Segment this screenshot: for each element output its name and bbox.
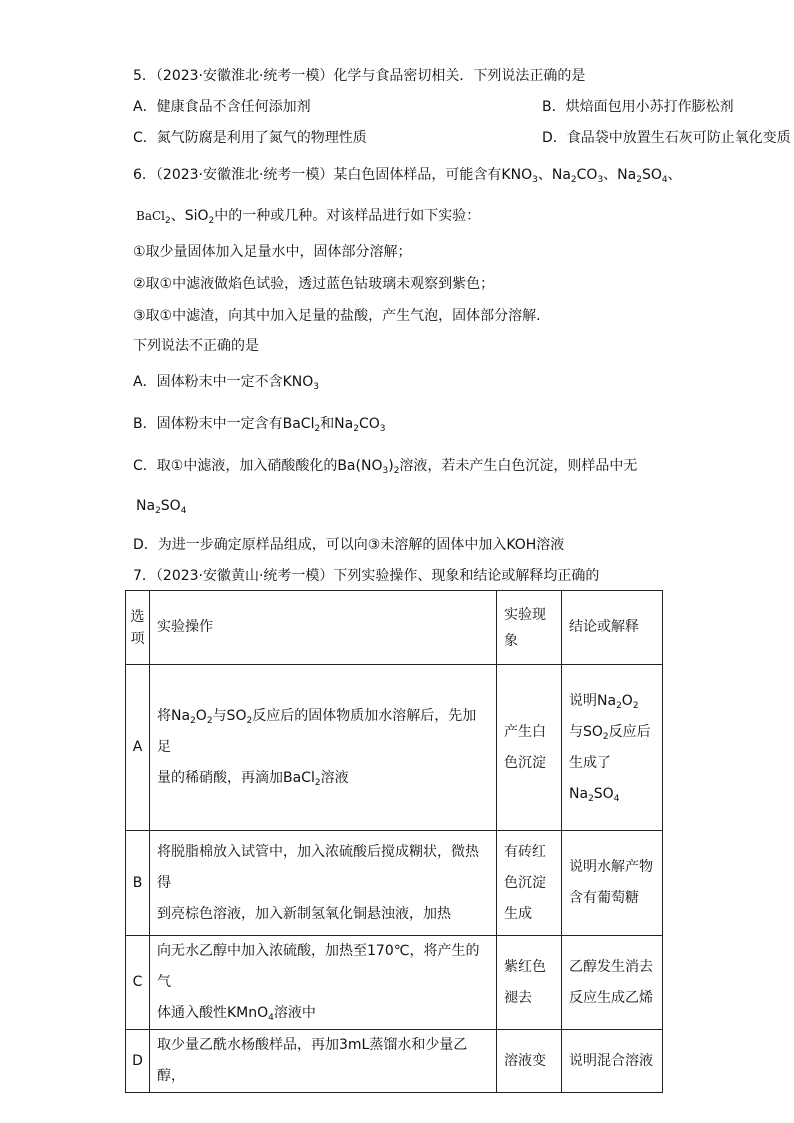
q6-step-3: ③取①中滤渣，向其中加入足量的盐酸，产生气泡，固体部分溶解． — [133, 308, 551, 324]
q5-option-c: C．氮气防腐是利用了氮气的物理性质 — [133, 130, 367, 146]
q6-option-c-line2: $Na_2SO_4$ — [136, 498, 187, 516]
q6-stem-line2: BaCl$_2$、SiO$_2$中的一种或几种。对该样品进行如下实验： — [136, 208, 481, 226]
header-phenomenon: 实验现象 — [497, 591, 562, 665]
q6-option-b: B．固体粉末中一定含有BaCl$_2$和$Na_2CO_3$ — [133, 416, 386, 434]
row-c-operation: 向无水乙醇中加入浓硫酸，加热至170℃，将产生的气 体通入酸性KMnO$_4$溶液中 — [150, 936, 497, 1030]
q5-option-a: A．健康食品不含任何添加剂 — [133, 99, 311, 115]
header-operation: 实验操作 — [150, 591, 497, 665]
q5-stem: 5．（2023·安徽淮北·统考一模）化学与食品密切相关．下列说法正确的是 — [133, 68, 586, 84]
q6-step-1: ①取少量固体加入足量水中，固体部分溶解； — [133, 244, 412, 260]
row-c-phenomenon: 紫红色 褪去 — [497, 936, 562, 1030]
q5-options-row1 — [133, 97, 734, 117]
row-d-conclusion: 说明混合溶液 — [562, 1030, 663, 1093]
row-d-option: D — [126, 1030, 150, 1093]
row-a-operation: 将$Na_2O_2$与$SO_2$反应后的固体物质加水溶解后，先加足 量的稀硝酸，再滴加BaCl$_2$溶液 — [150, 665, 497, 831]
row-b-operation: 将脱脂棉放入试管中，加入浓硫酸后搅成糊状，微热得 到亮棕色溶液，加入新制氢氧化铜悬浊液，加热 — [150, 831, 497, 936]
table-row — [126, 665, 663, 831]
table-row — [126, 831, 663, 936]
row-b-conclusion: 说明水解产物 含有葡萄糖 — [562, 831, 663, 936]
q6-option-a: A．固体粉末中一定不含$KNO_3$ — [133, 374, 319, 392]
row-b-phenomenon: 有砖红 色沉淀 生成 — [497, 831, 562, 936]
table-row — [126, 936, 663, 1030]
q5-option-b: B．烘焙面包用小苏打作膨松剂 — [542, 99, 734, 115]
q6-stem: 6．（2023·安徽淮北·统考一模）某白色固体样品，可能含有$KNO_3$、$Na_2CO_3$、$Na_2SO_4$、 — [133, 167, 682, 185]
row-d-phenomenon: 溶液变 — [497, 1030, 562, 1093]
header-option: 选项 — [126, 591, 150, 665]
q6-ask: 下列说法不正确的是 — [133, 338, 259, 354]
experiment-table — [125, 590, 663, 1093]
row-d-operation: 取少量乙酰水杨酸样品，再加3mL蒸馏水和少量乙醇， — [150, 1030, 497, 1093]
row-a-conclusion: 说明$Na_2O_2$ 与$SO_2$反应后 生成了 $Na_2SO_4$ — [562, 665, 663, 831]
q6-step-2: ②取①中滤液做焰色试验，透过蓝色钴玻璃未观察到紫色； — [133, 276, 495, 292]
q6-option-d: D．为进一步确定原样品组成，可以向③未溶解的固体中加入KOH溶液 — [133, 537, 565, 553]
table-row — [126, 1030, 663, 1093]
row-c-conclusion: 乙醇发生消去 反应生成乙烯 — [562, 936, 663, 1030]
row-c-option: C — [126, 936, 150, 1030]
row-b-option: B — [126, 831, 150, 936]
q5-options-row2 — [133, 128, 791, 148]
table-header-row — [126, 591, 663, 665]
q6-option-c: C．取①中滤液，加入硝酸酸化的$Ba(NO_3)_2$溶液，若未产生白色沉淀，则样品中无 — [133, 458, 638, 476]
header-conclusion: 结论或解释 — [562, 591, 663, 665]
row-a-phenomenon: 产生白 色沉淀 — [497, 665, 562, 831]
q7-stem: 7．（2023·安徽黄山·统考一模）下列实验操作、现象和结论或解释均正确的 — [133, 568, 600, 584]
q5-option-d: D．食品袋中放置生石灰可防止氧化变质 — [542, 130, 791, 146]
row-a-option: A — [126, 665, 150, 831]
